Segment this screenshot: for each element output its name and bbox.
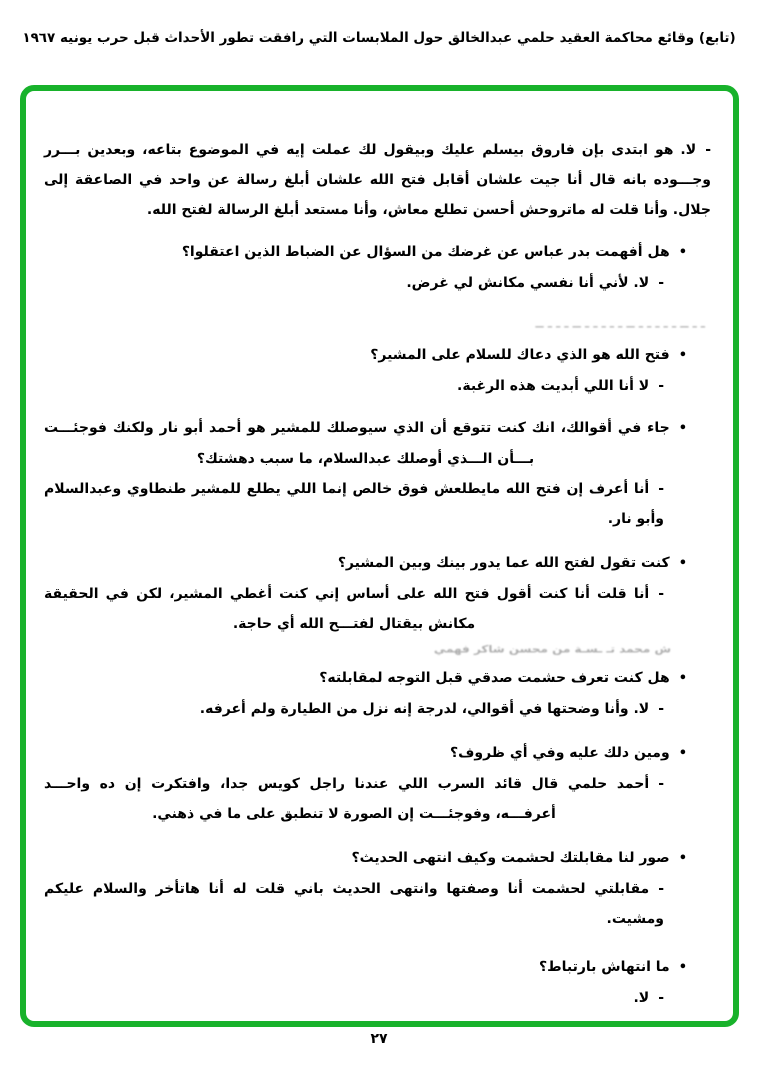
answer-item — [44, 579, 713, 639]
question-text: ما انتهاش بارتباط؟ — [538, 959, 670, 975]
dash-marker: - — [658, 378, 664, 394]
question-text: جاء في أقوالك، انك كنت تتوقع أن الذي سيوصلك للمشير هو أحمد أبو نار ولكنك فوجئـــت بـــأن الـــذي أوصلك عبدالسلام، ما سبب دهشتك؟ — [44, 420, 670, 467]
answer-item — [44, 135, 713, 225]
bullet-icon: • — [678, 960, 687, 975]
dash-marker: - — [658, 701, 664, 717]
bullet-icon: • — [678, 556, 687, 571]
answer-item — [44, 874, 713, 934]
bullet-icon: • — [678, 671, 687, 686]
answer-text: لا أنا اللي أبديت هذه الرغبة. — [457, 378, 650, 394]
answer-text: أنا قلت أنا كنت أقول فتح الله على أساس إني كنت أغطي المشير، لكن في الحقيقة مكانش بيقتال لفتـــح الله أي حاجة. — [44, 586, 650, 632]
answer-text: أنا أعرف إن فتح الله مايطلعش فوق خالص إنما اللي يطلع للمشير طنطاوي وعبدالسلام وأبو نار. — [44, 481, 664, 527]
answer-text: لا. وأنا وضحتها في أقوالي، لدرجة إنه نزل من الطيارة ولم أعرفه. — [199, 701, 650, 717]
answer-item — [44, 769, 713, 829]
question-item — [44, 663, 713, 694]
question-text: صور لنا مقابلتك لحشمت وكيف انتهى الحديث؟ — [351, 850, 670, 866]
answer-text: مقابلتي لحشمت أنا وصفتها وانتهى الحديث باني قلت له أنا هاتأخر والسلام عليكم ومشيت. — [44, 881, 664, 927]
answer-item — [44, 371, 713, 401]
content-frame — [20, 85, 739, 1027]
bullet-icon: • — [678, 746, 687, 761]
dash-marker: - — [658, 275, 664, 291]
answer-text: لا. لأني أنا نفسي مكانش لي غرض. — [406, 275, 650, 291]
question-text: هل أفهمت بدر عباس عن غرضك من السؤال عن الضباط الذين اعتقلوا؟ — [181, 244, 670, 260]
answer-item — [44, 694, 713, 724]
bullet-icon: • — [678, 348, 687, 363]
answer-text: أحمد حلمي قال قائد السرب اللي عندنا راجل كويس جدا، وافتكرت إن ده واحـــد أعرفـــه، وفوجئـــت إن الصورة لا تنطبق على ما في ذهني. — [44, 776, 650, 822]
question-text: ومين دلك عليه وفي أي ظروف؟ — [450, 745, 670, 761]
answer-text: لا. هو ابتدى بإن فاروق بيسلم عليك وبيقول لك عملت إيه في الموضوع بتاعه، وبعدين بـــرر وجـــوده بانه قال أنا جيت علشان أقابل فتح الله علشان أبلغ رسالة عن واحد في الصاعقة إلى جلال. وأنا قلت له ماتروحش أحسن تطلع معاش، وأنا مستعد أبلغ الرسالة لفتح الله. — [44, 142, 711, 218]
faded-ink-smudge: ش محمد تـ ـسـة من محسن شاكر فهمي — [433, 643, 671, 655]
faded-ink-smudge: ـ ـ ــ ـ ـ ـ ـ ـ ــ ـ ـ ـ ـ ـ ــ ـ ـ ـ ــ — [535, 318, 705, 330]
question-text: كنت تقول لفتح الله عما يدور بينك وبين المشير؟ — [337, 555, 670, 571]
dash-marker: - — [658, 776, 664, 792]
question-text: هل كنت تعرف حشمت صدقي قبل التوجه لمقابلته؟ — [319, 670, 670, 686]
question-item — [44, 548, 713, 579]
answer-item — [44, 268, 713, 298]
dash-marker: - — [658, 881, 664, 897]
question-item — [44, 952, 713, 983]
question-item — [44, 738, 713, 769]
dash-marker: - — [705, 142, 711, 158]
answer-item — [44, 474, 713, 534]
question-item — [44, 843, 713, 874]
dash-marker: - — [658, 481, 664, 497]
bullet-icon: • — [678, 851, 687, 866]
dash-marker: - — [658, 990, 664, 1006]
dash-marker: - — [658, 586, 664, 602]
question-item — [44, 237, 713, 268]
page-title: (تابع) وقائع محاكمة العقيد حلمي عبدالخالق حول الملابسات التي رافقت تطور الأحداث قبل حرب يونيه ١٩٦٧ — [22, 30, 736, 46]
bullet-icon: • — [678, 421, 687, 436]
question-item — [44, 340, 713, 371]
page-number: ٢٧ — [370, 1031, 388, 1047]
question-item — [44, 413, 713, 474]
question-text: فتح الله هو الذي دعاك للسلام على المشير؟ — [370, 347, 670, 363]
answer-item — [44, 983, 713, 1013]
bullet-icon: • — [678, 245, 687, 260]
answer-text: لا. — [633, 990, 650, 1006]
